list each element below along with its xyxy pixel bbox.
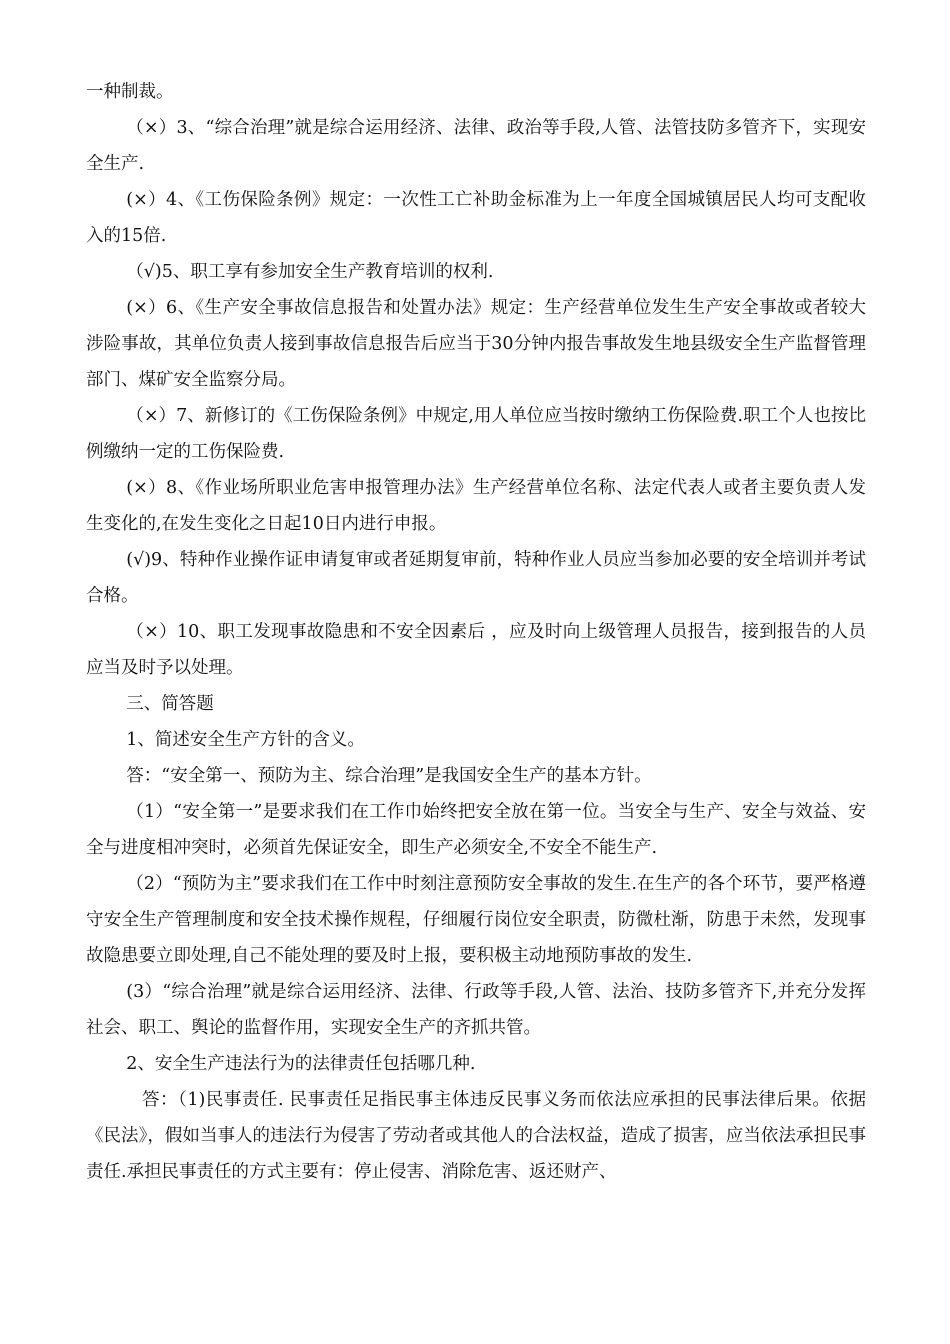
answer-1-point-2: （2）“预防为主”要求我们在工作中时刻注意预防安全事故的发生.在生产的各个环节，要严格遵守安全生产管理制度和安全技术操作规程，仔细履行岗位安全职责，防微杜渐，防患于未然，发现事故隐患要立即处理,自己不能处理的要及时上报，要积极主动地预防事故的发生.	[86, 874, 866, 966]
judgement-item-10: （×）10、职工发现事故隐患和不安全因素后 ，应及时向上级管理人员报告，接到报告的人员应当及时予以处理。	[86, 622, 866, 678]
judgement-item-9: (√)9、特种作业操作证申请复审或者延期复审前，特种作业人员应当参加必要的安全培训并考试合格。	[86, 550, 866, 606]
judgement-item-5: （√)5、职工享有参加安全生产教育培训的权利.	[126, 262, 494, 282]
question-2: 2、安全生产违法行为的法律责任包括哪几种.	[126, 1054, 476, 1074]
judgement-item-6: (×）6、《生产安全事故信息报告和处置办法》规定：生产经营单位发生生产安全事故或者较大涉险事故，其单位负责人接到事故信息报告后应当于30分钟内报告事故发生地县级安全生产监督管理部门、煤矿安全监察分局。	[86, 298, 866, 390]
paragraph-continuation: 一种制裁。	[86, 82, 174, 102]
answer-1-intro: 答：“安全第一、预防为主、综合治理”是我国安全生产的基本方针。	[126, 766, 652, 786]
judgement-item-8: (×）8、《作业场所职业危害申报管理办法》生产经营单位名称、法定代表人或者主要负责人发生变化的,在发生变化之日起10日内进行申报。	[86, 478, 866, 534]
answer-1-point-3: (3）“综合治理”就是综合运用经济、法律、行政等手段,人管、法治、技防多管齐下,并充分发挥社会、职工、舆论的监督作用，实现安全生产的齐抓共管。	[86, 982, 866, 1038]
section-heading: 三、简答题	[126, 694, 214, 714]
document-page	[86, 74, 866, 1190]
judgement-item-4: (×）4、《工伤保险条例》规定：一次性工亡补助金标准为上一年度全国城镇居民人均可支配收入的15倍.	[86, 190, 866, 246]
judgement-item-7: （×）7、新修订的《工伤保险条例》中规定,用人单位应当按时缴纳工伤保险费.职工个人也按比例缴纳一定的工伤保险费.	[86, 406, 866, 462]
question-1: 1、简述安全生产方针的含义。	[126, 730, 365, 750]
answer-1-point-1: （1）“安全第一”是要求我们在工作巾始终把安全放在第一位。当安全与生产、安全与效益、安全与进度相冲突时，必须首先保证安全，即生产必须安全,不安全不能生产.	[86, 802, 866, 858]
judgement-item-3: （×）3、“综合治理”就是综合运用经济、法律、政治等手段,人管、法管技防多管齐下，实现安全生产.	[86, 118, 866, 174]
answer-2: 答：（1)民事责任. 民事责任足指民事主体违反民事义务而依法应承担的民事法律后果。依据《民法》，假如当事人的违法行为侵害了劳动者或其他人的合法权益，造成了损害，应当依法承担民事责任.承担民事责任的方式主要有：停止侵害、消除危害、返还财产、	[86, 1090, 866, 1182]
